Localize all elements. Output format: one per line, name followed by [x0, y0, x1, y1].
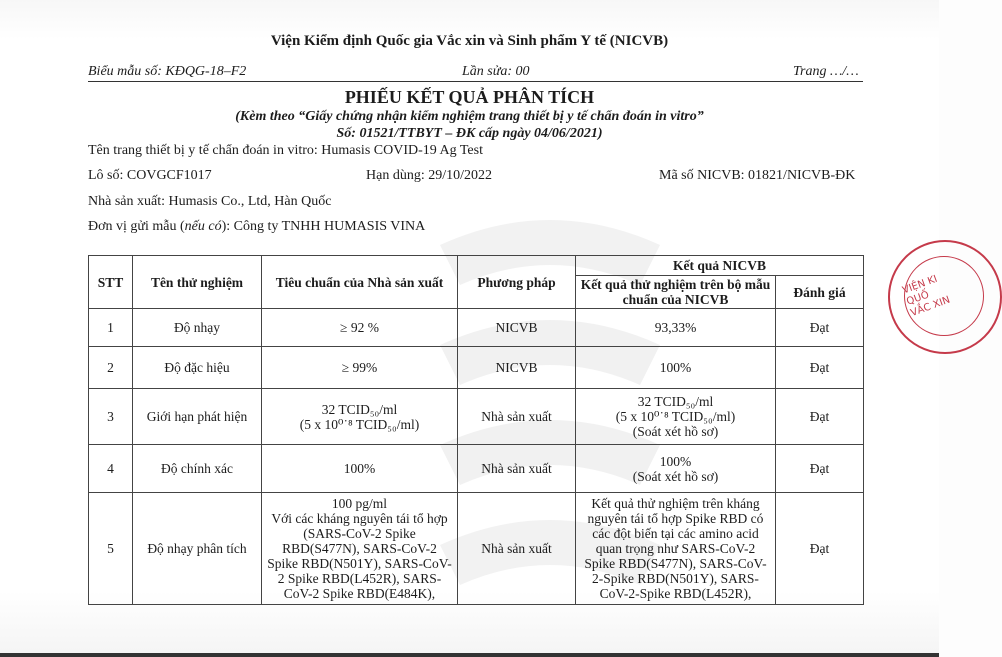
cell-test: Độ nhạy — [133, 309, 262, 347]
cell-result: 100% (Soát xét hồ sơ) — [576, 445, 776, 493]
cell-test: Giới hạn phát hiện — [133, 389, 262, 445]
form-code: Biểu mẫu số: KĐQG-18–F2 — [88, 64, 247, 79]
revision-number: Lần sửa: 00 — [462, 64, 530, 79]
stamp-text: VIỆN KI QUỐ VẮC XIN — [901, 273, 952, 320]
header-rule — [88, 81, 863, 82]
cell-stt: 4 — [89, 445, 133, 493]
table-row — [89, 347, 864, 389]
cell-result: 100% — [576, 347, 776, 389]
device-name: Tên trang thiết bị y tế chẩn đoán in vitro: Humasis COVID-19 Ag Test — [88, 143, 483, 158]
subtitle-line-2: Số: 01521/TTBYT – ĐK cấp ngày 04/06/2021) — [336, 126, 603, 141]
cell-method: NICVB — [458, 347, 576, 389]
cell-stt: 5 — [89, 493, 133, 605]
official-stamp — [888, 240, 1002, 354]
subtitle-line-1: (Kèm theo “Giấy chứng nhận kiểm nghiệm trang thiết bị y tế chẩn đoán in vitro” — [235, 109, 704, 124]
cell-standard: 32 TCID₅₀/ml (5 x 10⁰˙⁸ TCID₅₀/ml) — [262, 389, 458, 445]
cell-test: Độ chính xác — [133, 445, 262, 493]
sender-prefix: Đơn vị gửi mẫu ( — [88, 219, 185, 234]
cell-method: Nhà sản xuất — [458, 445, 576, 493]
cell-stt: 1 — [89, 309, 133, 347]
cell-method: Nhà sản xuất — [458, 493, 576, 605]
cell-standard: 100 pg/ml Với các kháng nguyên tái tổ hợp (SARS-CoV-2 Spike RBD(S477N), SARS-CoV-2 Spike RBD(N501Y), SARS-CoV- 2 Spike RBD(L452R), SARS- CoV-2 Spike RBD(E484K), — [262, 493, 458, 605]
sender-suffix: ): Công ty TNHH HUMASIS VINA — [221, 219, 426, 234]
page-bottom-edge — [0, 653, 939, 657]
cell-method: NICVB — [458, 309, 576, 347]
cell-result: 93,33% — [576, 309, 776, 347]
sender-unit — [88, 219, 425, 235]
page-number: Trang …/… — [793, 64, 859, 79]
results-table — [88, 255, 864, 605]
cell-eval: Đạt — [776, 493, 864, 605]
header-test-name: Tên thử nghiệm — [133, 256, 262, 309]
header-method: Phương pháp — [458, 256, 576, 309]
cell-test: Độ đặc hiệu — [133, 347, 262, 389]
table-row — [89, 445, 864, 493]
cell-test: Độ nhạy phân tích — [133, 493, 262, 605]
document-title: PHIẾU KẾT QUẢ PHÂN TÍCH — [344, 87, 595, 107]
cell-eval: Đạt — [776, 347, 864, 389]
cell-stt: 2 — [89, 347, 133, 389]
expiry-date: Hạn dùng: 29/10/2022 — [366, 168, 492, 183]
lot-number: Lô số: COVGCF1017 — [88, 168, 212, 183]
cell-eval: Đạt — [776, 445, 864, 493]
header-nicvb-result: Kết quả NICVB — [576, 256, 864, 276]
manufacturer: Nhà sản xuất: Humasis Co., Ltd, Hàn Quốc — [88, 194, 332, 209]
table-row — [89, 309, 864, 347]
cell-standard: 100% — [262, 445, 458, 493]
cell-stt: 3 — [89, 389, 133, 445]
table-row — [89, 389, 864, 445]
institute-name: Viện Kiểm định Quốc gia Vắc xin và Sinh phẩm Y tế (NICVB) — [270, 33, 669, 49]
header-result: Kết quả thử nghiệm trên bộ mẫu chuẩn của NICVB — [576, 276, 776, 309]
nicvb-code: Mã số NICVB: 01821/NICVB-ĐK — [659, 168, 856, 183]
header-standard: Tiêu chuẩn của Nhà sản xuất — [262, 256, 458, 309]
cell-eval: Đạt — [776, 309, 864, 347]
sender-italic: nếu có — [184, 219, 222, 234]
cell-method: Nhà sản xuất — [458, 389, 576, 445]
cell-standard: ≥ 99% — [262, 347, 458, 389]
header-evaluation: Đánh giá — [776, 276, 864, 309]
cell-result: Kết quả thử nghiệm trên kháng nguyên tái tổ hợp Spike RBD có các đột biến tại các amino acid quan trọng như SARS-CoV-2 Spike RBD(S477N), SARS-CoV- 2-Spike RBD(N501Y), SARS- CoV-2-Spike RBD(L452R), — [576, 493, 776, 605]
table-row — [89, 493, 864, 605]
header-stt: STT — [89, 256, 133, 309]
cell-standard: ≥ 92 % — [262, 309, 458, 347]
cell-eval: Đạt — [776, 389, 864, 445]
cell-result: 32 TCID₅₀/ml (5 x 10⁰˙⁸ TCID₅₀/ml) (Soát xét hồ sơ) — [576, 389, 776, 445]
